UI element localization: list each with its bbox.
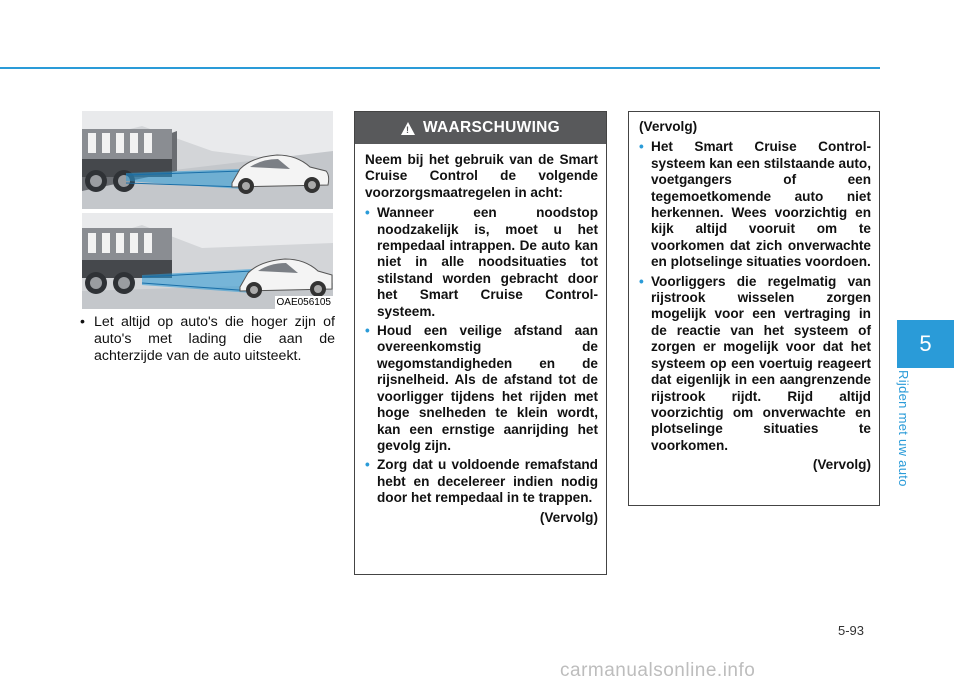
- warning-item-text: Zorg dat u voldoende remafstand hebt en decelereer indien nodig door het rempedaal in te trappen.: [377, 457, 598, 506]
- chapter-tab: 5: [897, 320, 954, 368]
- warning-item-text: Houd een veilige afstand aan overeenkomstig de wegomstandigheden en de rijsnelheid. Als de afstand tot de voorligger tijdens het rijden met hoge snelheden te klein wordt, kan een ernstige aanrijding het gevolg zijn.: [377, 323, 598, 453]
- bullet-dot: •: [365, 457, 370, 473]
- chapter-title: [896, 370, 923, 500]
- warning-item: [365, 205, 598, 320]
- bullet-dot: •: [365, 205, 370, 221]
- warning-item: [365, 457, 598, 506]
- continued-label: (Vervolg): [812, 457, 871, 473]
- warning-item: [365, 323, 598, 454]
- truck-overhang-illustration-bottom: [82, 213, 333, 309]
- continued-label: (Vervolg): [539, 509, 598, 525]
- page-number: 5-93: [838, 623, 865, 638]
- continuation-item: [639, 139, 871, 270]
- warning-triangle-icon: !: [401, 122, 415, 135]
- chapter-title-text: Rijden met uw auto: [896, 370, 911, 487]
- warning-header: [355, 112, 606, 144]
- truck-car-drawing: [82, 111, 333, 209]
- warning-title: WAARSCHUWING: [422, 119, 561, 136]
- bullet-dot: •: [365, 323, 370, 339]
- continuation-item-text: Het Smart Cruise Control-systeem kan een stilstaande auto, voetgangers of een tegemoetkomende auto niet herkennen. Wees voorzichtig en kijk altijd vooruit om te voorkomen dat zich onverwachte en plotselinge situaties voordoen.: [651, 139, 871, 270]
- warning-box: [354, 111, 607, 575]
- warning-body: [355, 144, 606, 532]
- watermark: carmanualsonline.info: [560, 660, 756, 681]
- bullet-dot: •: [80, 314, 85, 330]
- image-code: OAE056105: [276, 297, 331, 308]
- bullet-item: [80, 314, 335, 365]
- truck-car-drawing-level: [82, 213, 333, 309]
- continuation-heading: (Vervolg): [639, 119, 698, 134]
- continuation-body: [629, 112, 879, 480]
- truck-overhang-illustration-top: [82, 111, 333, 209]
- continuation-item-text: Voorliggers die regelmatig van rijstrook wisselen zorgen mogelijk voor een vertraging in de reactie van het systeem of zorgen er mogelijk voor dat het systeem op een voertuig reageert dat eigenlijk in een aangrenzende rijstrook rijdt. Rijd altijd voorzichtig om onverwachte en plotselinge situaties te voorkomen.: [651, 273, 871, 453]
- bullet-dot: •: [639, 273, 644, 289]
- header-rule: [0, 67, 880, 69]
- warning-item-text: Wanneer een noodstop noodzakelijk is, moet u het rempedaal intrappen. De auto kan niet in alle noodsituaties tot stilstand worden gebracht door het Smart Cruise Control-systeem.: [377, 205, 598, 319]
- continuation-item: [639, 274, 871, 454]
- bullet-dot: •: [639, 139, 644, 155]
- bullet-text: Let altijd op auto's die hoger zijn of auto's met lading die aan de achterzijde van de auto uitsteekt.: [94, 314, 335, 364]
- continuation-box: [628, 111, 880, 506]
- warning-intro: Neem bij het gebruik van de Smart Cruise Control de volgende voorzorgsmaatregelen in acht:: [365, 152, 598, 200]
